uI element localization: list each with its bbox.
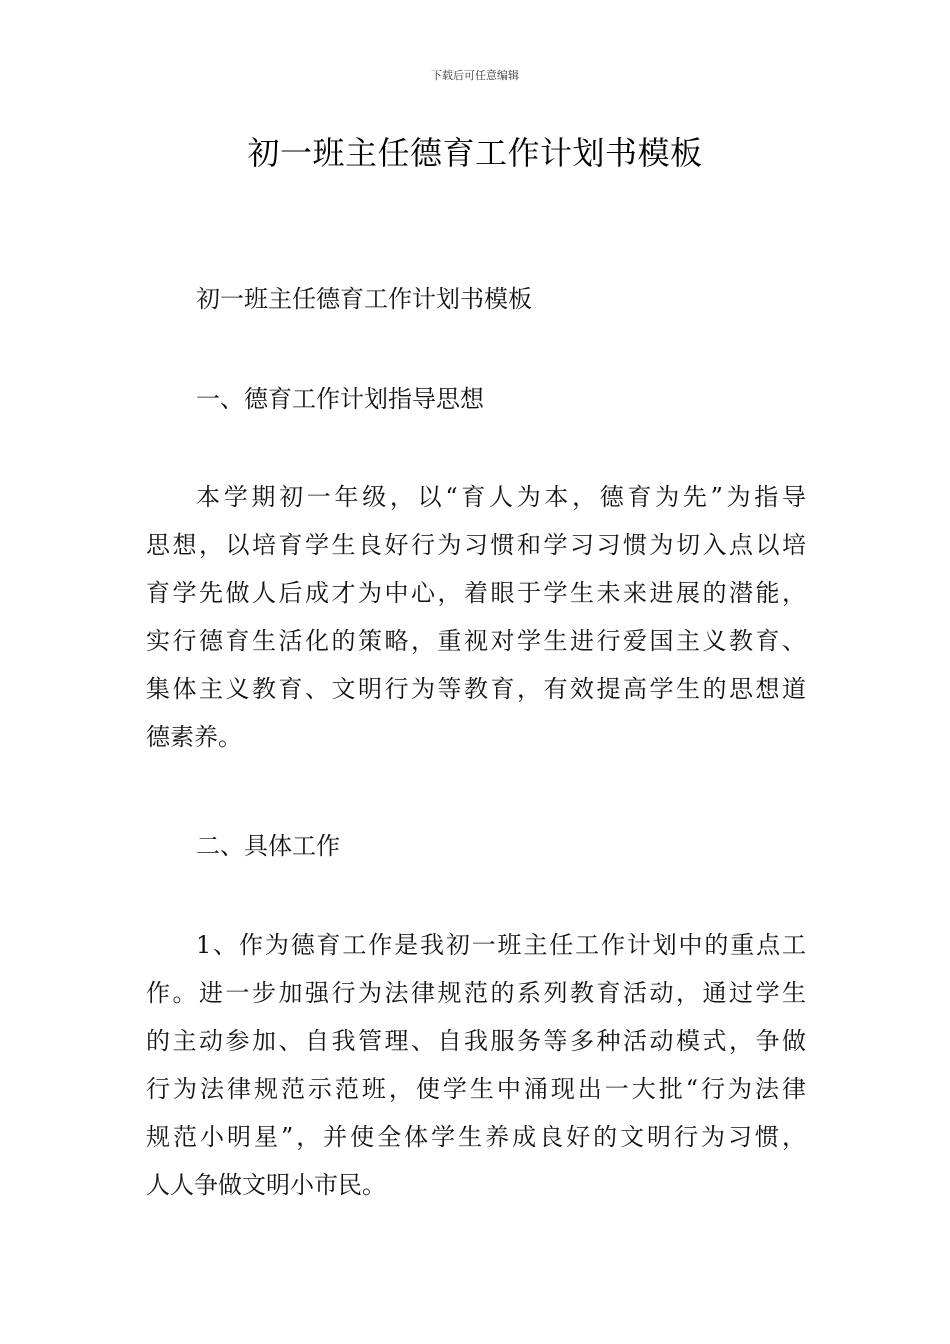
paragraph-line: 思想，以培育学生良好行为习惯和学习习惯为切入点以培 — [146, 531, 806, 559]
paragraph-line: 作。进一步加强行为法律规范的系列教育活动，通过学生 — [146, 979, 806, 1007]
document-title: 初一班主任德育工作计划书模板 — [247, 134, 703, 172]
paragraph-line: 1、作为德育工作是我初一班主任工作计划中的重点工 — [196, 931, 806, 959]
paragraph-line: 实行德育生活化的策略，重视对学生进行爱国主义教育、 — [146, 627, 806, 655]
section2-heading-block — [146, 822, 806, 870]
paragraph-line: 的主动参加、自我管理、自我服务等多种活动模式，争做 — [146, 1027, 806, 1055]
paragraph-line: 本学期初一年级，以“育人为本，德育为先”为指导 — [196, 483, 806, 511]
paragraph-line: 规范小明星”，并使全体学生养成良好的文明行为习惯， — [146, 1123, 806, 1151]
paragraph-line: 育学先做人后成才为中心，着眼于学生未来进展的潜能， — [146, 579, 806, 607]
section1-paragraph — [146, 473, 806, 761]
paragraph-line: 行为法律规范示范班，使学生中涌现出一大批“行为法律 — [146, 1075, 806, 1103]
section1-heading: 一、德育工作计划指导思想 — [196, 385, 484, 413]
section2-heading: 二、具体工作 — [196, 832, 340, 860]
paragraph-line: 人人争做文明小市民。 — [146, 1171, 386, 1199]
section1-heading-block — [146, 375, 806, 423]
paragraph-line: 德素养。 — [146, 723, 242, 751]
section2-paragraph — [146, 921, 806, 1209]
subtitle-line: 初一班主任德育工作计划书模板 — [196, 285, 532, 313]
header-note: 下载后可任意编辑 — [431, 69, 519, 82]
subtitle-block — [146, 275, 806, 323]
paragraph-line: 集体主义教育、文明行为等教育，有效提高学生的思想道 — [146, 675, 806, 703]
